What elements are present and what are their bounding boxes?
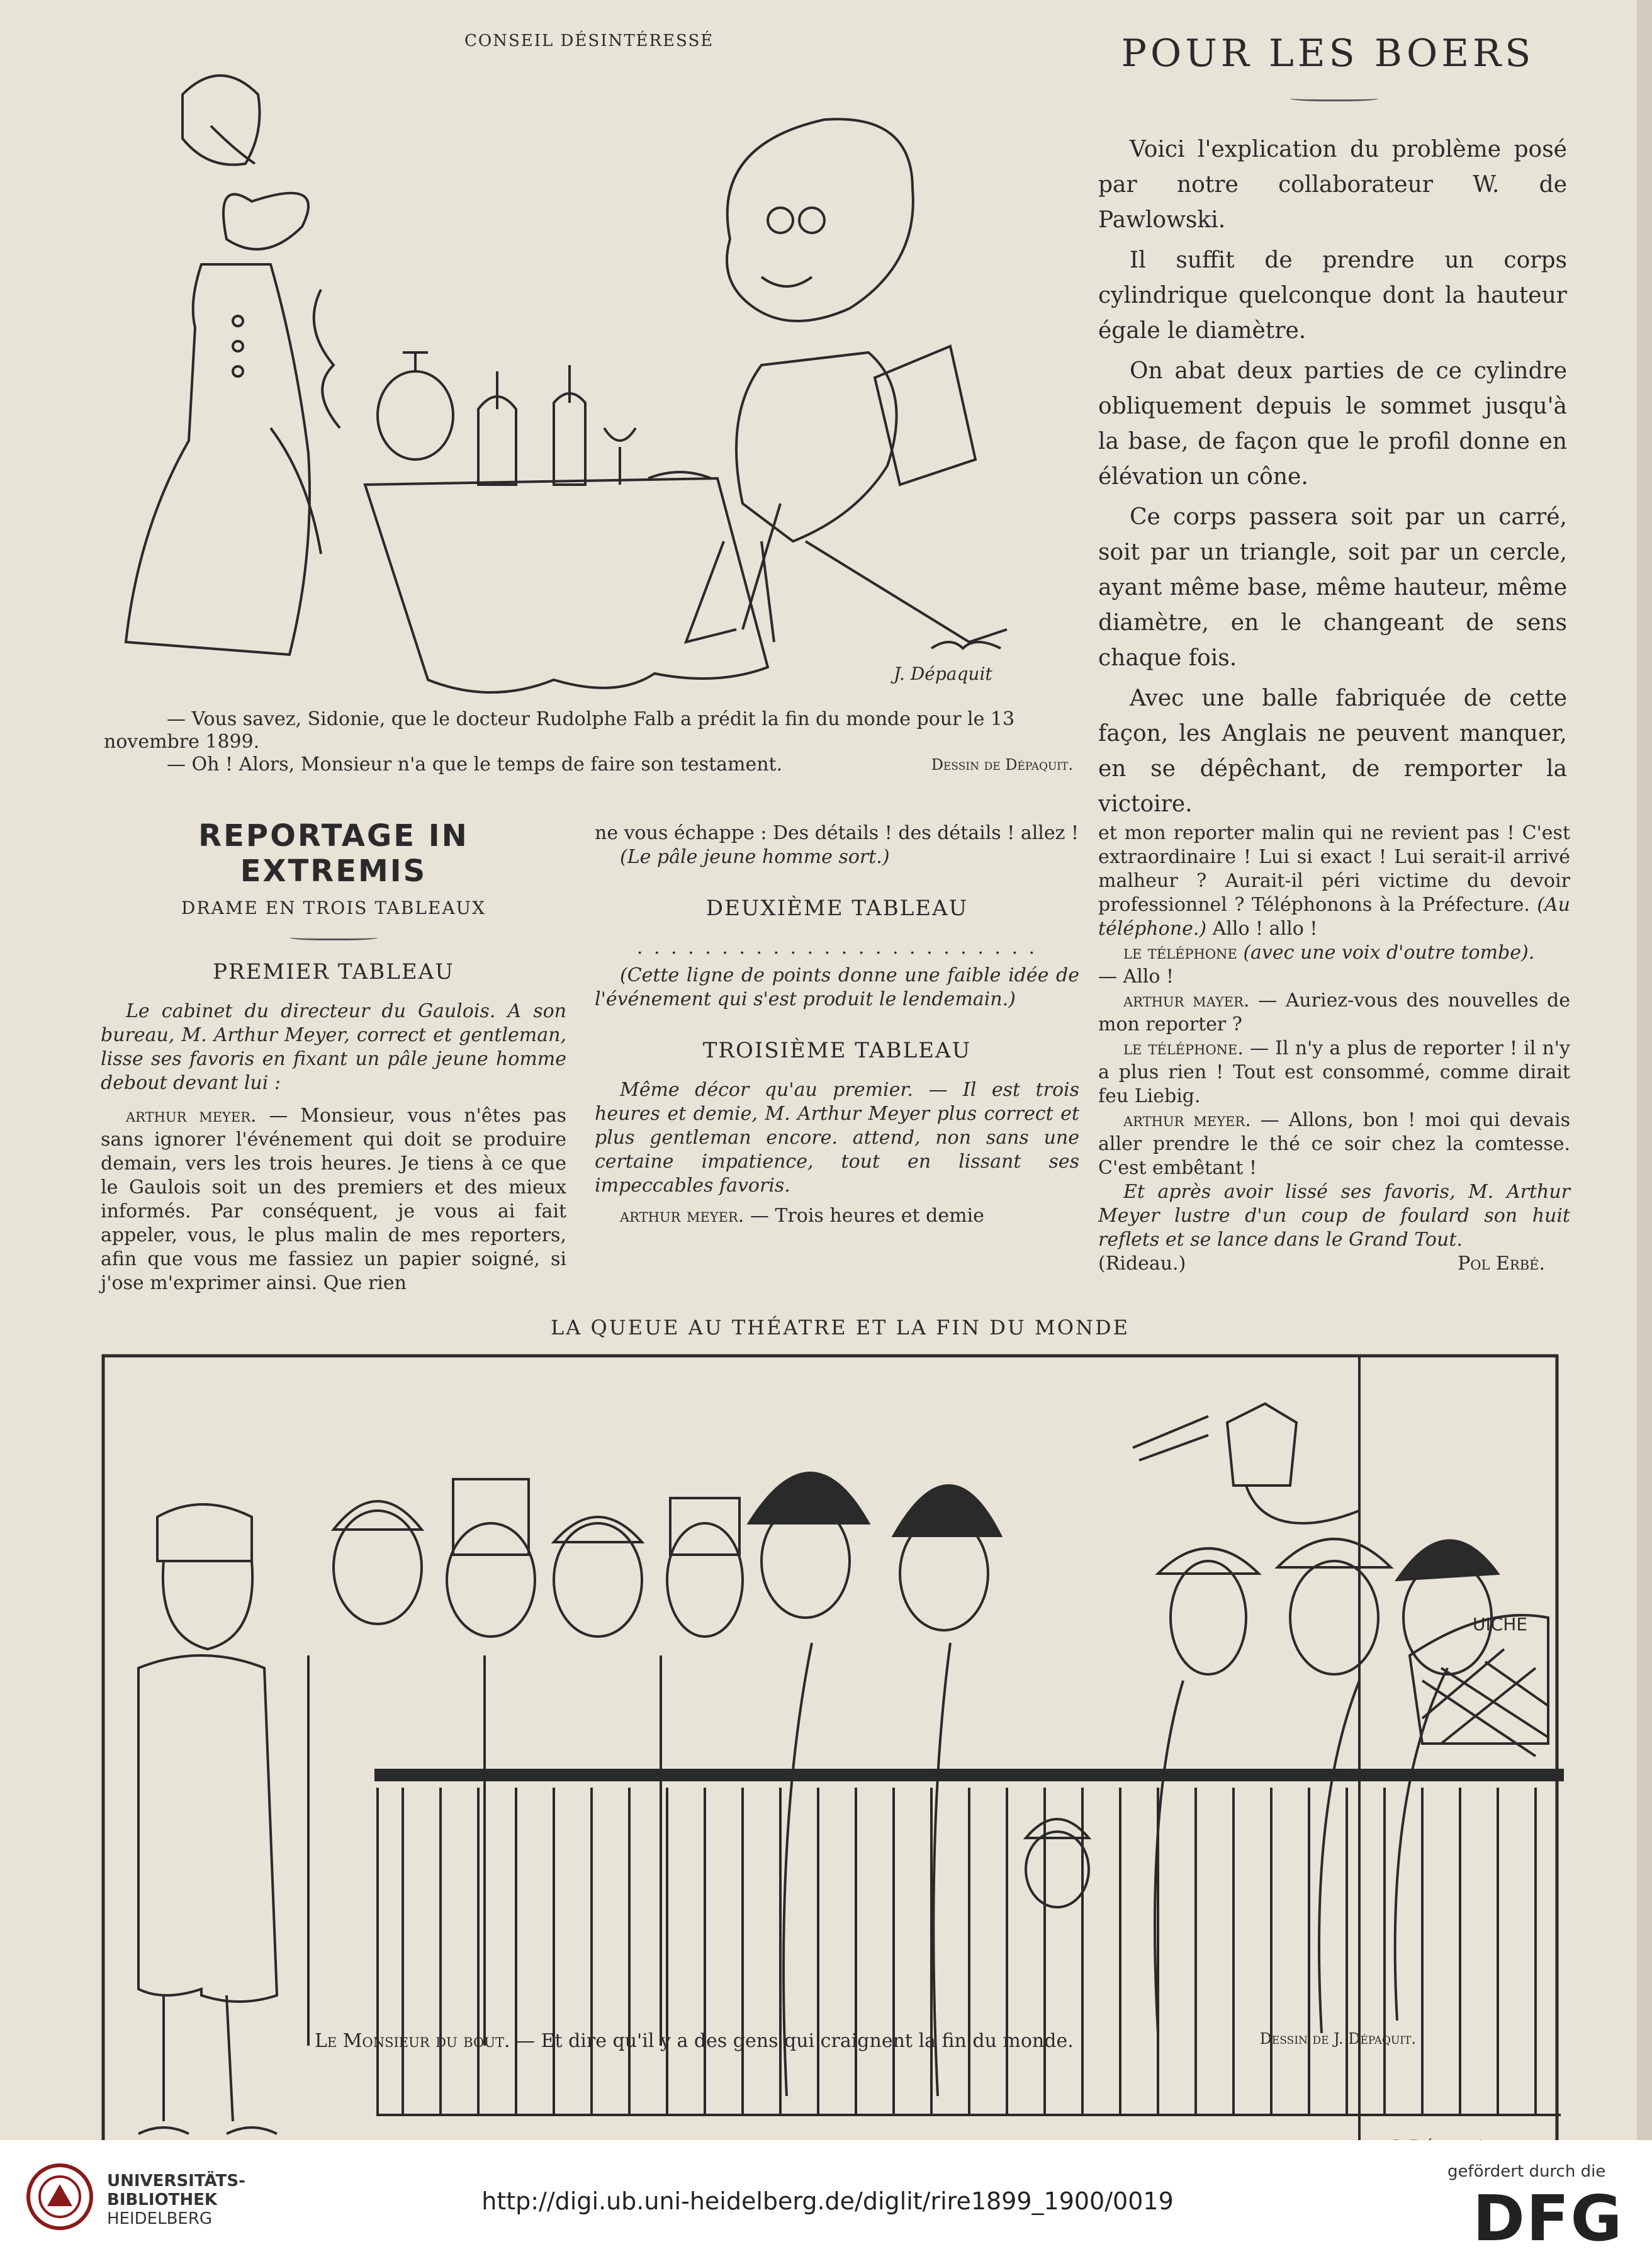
bottom-illustration-title: LA QUEUE AU THÉATRE ET LA FIN DU MONDE: [550, 1316, 1130, 1339]
dfg-logo: DFG: [1473, 2182, 1624, 2255]
speech-text: — Il n'y a plus de reporter ! il n'y a plus rien ! Tout est consommé, comme dirait feu Liebig.: [1098, 1037, 1570, 1107]
library-line-3: HEIDELBERG: [107, 2209, 213, 2228]
reportage-subtitle: DRAME EN TROIS TABLEAUX: [181, 898, 486, 918]
reportage-column-3: [1098, 821, 1570, 1276]
stage-direction-3: Même décor qu'au premier. — Il est trois heures et demie, M. Arthur Meyer plus correct et plus gentleman encore. attend, non sans une certaine impatience, tout en lissant ses impeccables favoris.: [595, 1079, 1079, 1197]
boers-article: [1098, 132, 1567, 827]
boers-title-ornament: [1290, 94, 1378, 101]
stage-direction-2: (Cette ligne de points donne une faible idée de l'événement qui s'est produit le lendemain.): [595, 964, 1079, 1010]
allo-text: Allo ! allo !: [1206, 918, 1318, 940]
speaker-label: arthur meyer.: [1123, 1109, 1251, 1131]
speech-text: et mon reporter malin qui ne revient pas ! C'est extraordinaire ! Lui si exact ! Lui serait-il arrivé malheur ? Aurait-il péri victime du devoir professionnel ? Téléphonons à la Préfecture.: [1098, 822, 1570, 916]
bottom-illustration-caption: [315, 2030, 1510, 2052]
boers-paragraph: Voici l'explication du problème posé par notre collaborateur W. de Pawlowski.: [1098, 137, 1567, 233]
boers-paragraph: On abat deux parties de ce cylindre obliquement depuis le sommet jusqu'à la base, de façon que le profil donne en élévation un cône.: [1098, 358, 1567, 490]
bottom-illustration: [101, 1353, 1580, 2247]
speech-text: — Auriez-vous des nouvelles de mon reporter ?: [1098, 989, 1570, 1035]
boers-title: POUR LES BOERS: [1121, 31, 1535, 76]
university-seal-icon: [25, 2162, 94, 2231]
telephone-allo: — Allo !: [1098, 966, 1174, 988]
closing-line: [1098, 1252, 1570, 1276]
tableau-1-heading: PREMIER TABLEAU: [213, 959, 454, 984]
digitization-footer: [0, 2140, 1652, 2266]
library-line-1: UNIVERSITÄTS-: [107, 2172, 245, 2190]
boers-paragraph: Il suffit de prendre un corps cylindrique quelconque dont la hauteur égale le diamètre.: [1098, 247, 1567, 344]
crowd: [308, 1473, 1498, 2096]
tableau-3-text: [595, 1078, 1079, 1228]
caption-line-2-row: [104, 753, 1073, 776]
ticket-window: [1410, 1615, 1548, 1756]
top-illustration-signature-mark: [931, 642, 1001, 648]
stage-direction-1: Le cabinet du directeur du Gaulois. A son bureau, M. Arthur Meyer, correct et gentleman, lisse ses favoris en fixant un pâle jeune homme debout devant lui :: [101, 1000, 566, 1094]
caption-line-1: — Vous savez, Sidonie, que le docteur Rudolphe Falb a prédit la fin du monde pour le 13 novembre 1899.: [104, 708, 1015, 753]
maid-figure: [126, 76, 321, 655]
tableau-1-text: [101, 1000, 566, 1295]
caption-text: — Et dire qu'il y a des gens qui craignent la fin du monde.: [510, 2030, 1074, 2052]
top-caption: CONSEIL DÉSINTÉRESSÉ: [464, 31, 714, 50]
speech-continuation-2: [1098, 821, 1570, 941]
reportage-ornament: [289, 933, 378, 940]
dotted-line: . . . . . . . . . . . . . . . . . . . . . . . .: [636, 937, 1038, 959]
final-stage-direction: Et après avoir lissé ses favoris, M. Arthur Meyer lustre d'un coup de foulard son huit reflets et se lance dans le Grand Tout.: [1098, 1181, 1570, 1251]
top-illustration-signature: J. Dépaquit: [894, 663, 992, 684]
speaker-label: arthur meyer.: [620, 1205, 745, 1227]
caption-speaker: Le Monsieur du bout.: [315, 2030, 510, 2052]
top-illustration: [101, 50, 1057, 705]
caption-line-2: — Oh ! Alors, Monsieur n'a que le temps de faire son testament.: [167, 753, 783, 775]
bottom-illustration-credit: Dessin de J. Dépaquit.: [1259, 2030, 1416, 2048]
top-illustration-caption: [104, 708, 1073, 776]
tableau-2-heading: DEUXIÈME TABLEAU: [705, 896, 969, 921]
speaker-label: le téléphone.: [1123, 1037, 1244, 1059]
tableau-2-text: [595, 964, 1079, 1012]
telephone-stage: (avec une voix d'outre tombe).: [1243, 942, 1535, 964]
source-url[interactable]: http://digi.ub.uni-heidelberg.de/diglit/rire1899_1900/0019: [481, 2187, 1174, 2215]
speech-2: [595, 1204, 1079, 1228]
library-name: [107, 2172, 245, 2228]
rideau: (Rideau.): [1098, 1253, 1186, 1275]
speech-4: [1098, 1037, 1570, 1108]
speech-3: [1098, 989, 1570, 1037]
speech-continuation: ne vous échappe : Des détails ! des détails ! allez !: [595, 822, 1079, 844]
table-with-bottles: [314, 290, 768, 692]
reportage-title: REPORTAGE IN EXTREMIS: [198, 818, 469, 889]
reportage-column-1: [101, 818, 566, 1295]
stage-exit: (Le pâle jeune homme sort.): [620, 846, 890, 868]
reportage-column-2: [595, 821, 1079, 1228]
railing: [374, 1769, 1564, 2115]
speech-text: — Trois heures et demie: [744, 1205, 984, 1227]
speech-5: [1098, 1108, 1570, 1180]
gentleman-figure: [686, 119, 1007, 642]
boers-paragraph: Ce corps passera soit par un carré, soit par un triangle, soit par un cercle, ayant même base, même hauteur, même diamètre, en le changeant de sens chaque fois.: [1098, 504, 1567, 671]
boers-paragraph: Avec une balle fabriquée de cette façon, les Anglais ne peuvent manquer, en se dépêchant, de remporter la victoire.: [1098, 685, 1567, 817]
column-2-start: [595, 821, 1079, 869]
stage-phone: (Au téléphone.): [1098, 894, 1570, 940]
policeman-figure: [138, 1504, 277, 2134]
speech-1: [101, 1104, 566, 1295]
article-author: Pol Erbé.: [1458, 1253, 1545, 1275]
speaker-label: arthur mayer.: [1123, 989, 1250, 1012]
speech-text: — Allons, bon ! moi qui devais aller prendre le thé ce soir chez la comtesse. C'est embêtant !: [1098, 1109, 1570, 1179]
speech-text: — Monsieur, vous n'êtes pas sans ignorer l'événement qui doit se produire demain, vers les trois heures. Je tiens à ce que le Gaulois soit un des premiers et des mieux informés. Par conséquent, je vous ai fait appeler, vous, le plus malin de mes reporters, afin que vous me fassiez un papier soigné, si j'ose m'exprimer ainsi. Que rien: [101, 1105, 566, 1294]
speaker-label: arthur meyer.: [126, 1105, 257, 1127]
ticket-window-sign: UICHE: [1473, 1614, 1528, 1635]
library-line-2: BIBLIOTHEK: [107, 2190, 218, 2209]
speaker-label: le téléphone: [1123, 942, 1237, 964]
funding-note: gefördert durch die: [1447, 2162, 1606, 2181]
top-illustration-credit: Dessin de Dépaquit.: [931, 756, 1073, 774]
street-lamp: [1133, 1404, 1359, 1523]
telephone-line: [1098, 941, 1570, 965]
tableau-3-heading: TROISIÈME TABLEAU: [702, 1038, 972, 1063]
